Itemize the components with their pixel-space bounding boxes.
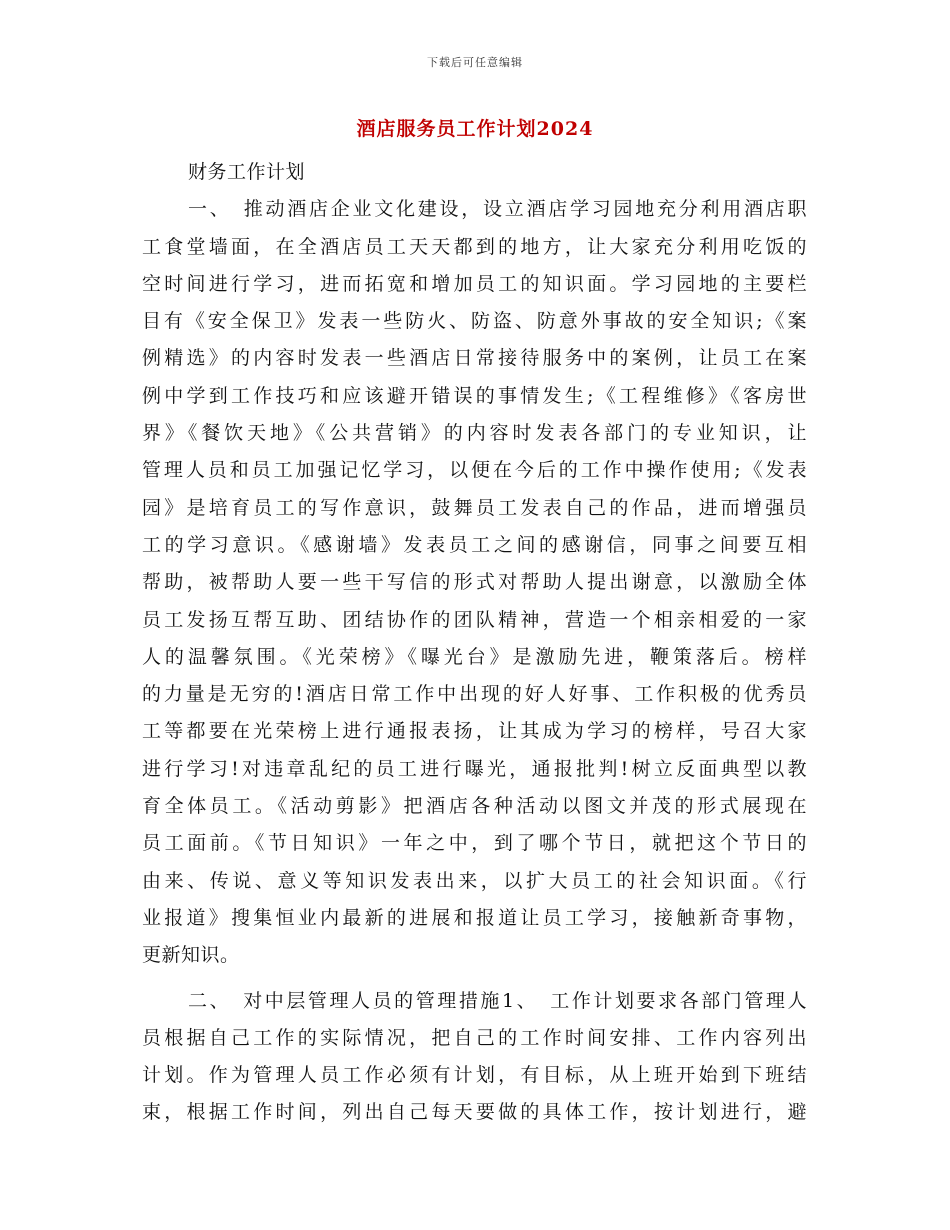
paragraph-line: 进行学习!对违章乱纪的员工进行曝光，通报批判!树立反面典型以教 [142,757,807,780]
paragraph-line: 二、 对中层管理人员的管理措施1、 工作计划要求各部门管理人 [188,989,807,1012]
paragraph-line: 园》是培育员工的写作意识，鼓舞员工发表自己的作品，进而增强员 [142,496,807,519]
paragraph-line: 员工面前。《节日知识》一年之中，到了哪个节日，就把这个节日的 [142,832,807,855]
paragraph-line: 计划。作为管理人员工作必须有计划，有目标，从上班开始到下班结 [142,1064,807,1087]
header-note: 下载后可任意编辑 [427,56,523,69]
paragraph-line: 目有《安全保卫》发表一些防火、防盗、防意外事故的安全知识;《案 [142,310,807,333]
document-body [142,154,807,1132]
paragraph-line: 管理人员和员工加强记忆学习，以便在今后的工作中操作使用;《发表 [142,459,807,482]
paragraph-line: 帮助，被帮助人要一些干写信的形式对帮助人提出谢意，以激励全体 [142,571,807,594]
paragraph-line: 例精选》的内容时发表一些酒店日常接待服务中的案例，让员工在案 [142,347,807,370]
paragraph-line: 人的温馨氛围。《光荣榜》《曝光台》是激励先进，鞭策落后。榜样 [142,645,807,668]
paragraph-line: 财务工作计划 [188,161,306,183]
paragraph-line: 业报道》搜集恒业内最新的进展和报道让员工学习，接触新奇事物， [142,906,807,929]
paragraph-line: 员工发扬互帮互助、团结协作的团队精神，营造一个相亲相爱的一家 [142,608,807,631]
paragraph-line: 工的学习意识。《感谢墙》发表员工之间的感谢信，同事之间要互相 [142,533,807,556]
paragraph-line: 更新知识。 [142,944,240,967]
document-title: 酒店服务员工作计划2024 [356,118,594,140]
paragraph-line: 工食堂墙面，在全酒店员工天天都到的地方，让大家充分利用吃饭的 [142,235,807,258]
paragraph-line: 束，根据工作时间，列出自己每天要做的具体工作，按计划进行，避 [142,1101,807,1124]
paragraph-line: 一、 推动酒店企业文化建设，设立酒店学习园地充分利用酒店职 [188,198,807,221]
paragraph-line: 界》《餐饮天地》《公共营销》的内容时发表各部门的专业知识，让 [142,422,807,445]
paragraph-line: 员根据自己工作的实际情况，把自己的工作时间安排、工作内容列出 [142,1026,807,1049]
paragraph-line: 的力量是无穷的!酒店日常工作中出现的好人好事、工作积极的优秀员 [142,683,807,706]
paragraph-line: 空时间进行学习，进而拓宽和增加员工的知识面。学习园地的主要栏 [142,272,807,295]
paragraph-line: 工等都要在光荣榜上进行通报表扬，让其成为学习的榜样，号召大家 [142,720,807,743]
paragraph-line: 育全体员工。《活动剪影》把酒店各种活动以图文并茂的形式展现在 [142,795,807,818]
paragraph-line: 由来、传说、意义等知识发表出来，以扩大员工的社会知识面。《行 [142,869,807,892]
paragraph-line: 例中学到工作技巧和应该避开错误的事情发生;《工程维修》《客房世 [142,384,807,407]
